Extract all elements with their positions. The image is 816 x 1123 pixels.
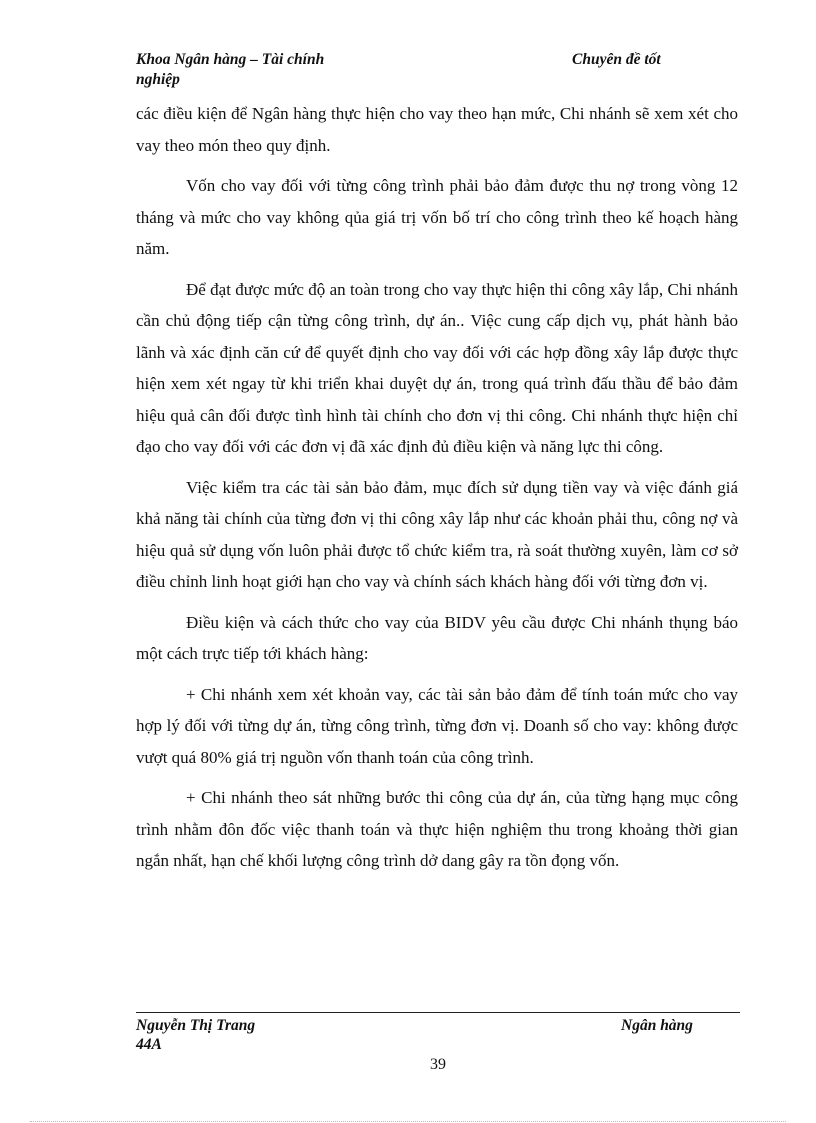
header-document-type: Chuyên đề tốt bbox=[572, 51, 661, 68]
header-department-continued: nghiệp bbox=[136, 71, 180, 88]
paragraph: Việc kiểm tra các tài sản bảo đảm, mục đích sử dụng tiền vay và việc đánh giá khả năng tài chính của từng đơn vị thi công xây lắp như các khoản phải thu, công nợ và hiệu quả sử dụng vốn luôn phải được tổ chức kiểm tra, rà soát thường xuyên, làm cơ sở điều chỉnh linh hoạt giới hạn cho vay và chính sách khách hàng đối với từng đơn vị. bbox=[136, 477, 738, 591]
paragraph: + Chi nhánh xem xét khoản vay, các tài sản bảo đảm để tính toán mức cho vay hợp lý đối với từng dự án, từng công trình, từng đơn vị. Doanh số cho vay: không được vượt quá 80% giá trị nguồn vốn thanh toán của công trình. bbox=[136, 684, 738, 767]
header-department: Khoa Ngân hàng – Tài chính bbox=[136, 51, 325, 68]
footer-author: Nguyễn Thị Trang bbox=[136, 1017, 256, 1034]
paragraph: + Chi nhánh theo sát những bước thi công của dự án, của từng hạng mục công trình nhằm đôn đốc việc thanh toán và thực hiện nghiệm thu trong khoảng thời gian ngắn nhất, hạn chế khối lượng công trình dở dang gây ra tồn đọng vốn. bbox=[136, 788, 738, 870]
page-bottom-border bbox=[30, 1121, 786, 1122]
document-body bbox=[136, 98, 738, 886]
paragraph: Để đạt được mức độ an toàn trong cho vay thực hiện thi công xây lắp, Chi nhánh cần chủ động tiếp cận từng công trình, dự án.. Việc cung cấp dịch vụ, phát hành bảo lãnh và xác định căn cứ để quyết định cho vay đối với các hợp đồng xây lắp được thực hiện xem xét ngay từ khi triển khai duyệt dự án, trong quá trình đấu thầu để bảo đảm hiệu quả cân đối được tình hình tài chính cho đơn vị thi công. Chi nhánh thực hiện chỉ đạo cho vay đối với các đơn vị đã xác định đủ điều kiện và năng lực thi công. bbox=[136, 279, 738, 456]
footer-major: Ngân hàng bbox=[621, 1017, 693, 1034]
footer-class: 44A bbox=[136, 1036, 162, 1053]
paragraph: Điều kiện và cách thức cho vay của BIDV yêu cầu được Chi nhánh thụng báo một cách trực tiếp tới khách hàng: bbox=[136, 612, 738, 663]
page-number: 39 bbox=[430, 1056, 446, 1073]
paragraph: các điều kiện để Ngân hàng thực hiện cho vay theo hạn mức, Chi nhánh sẽ xem xét cho vay theo món theo quy định. bbox=[136, 104, 738, 155]
paragraph: Vốn cho vay đối với từng công trình phải bảo đảm được thu nợ trong vòng 12 tháng và mức cho vay không qủa giá trị vốn bố trí cho công trình theo kế hoạch hàng năm. bbox=[136, 176, 738, 258]
footer-divider bbox=[136, 1012, 740, 1013]
